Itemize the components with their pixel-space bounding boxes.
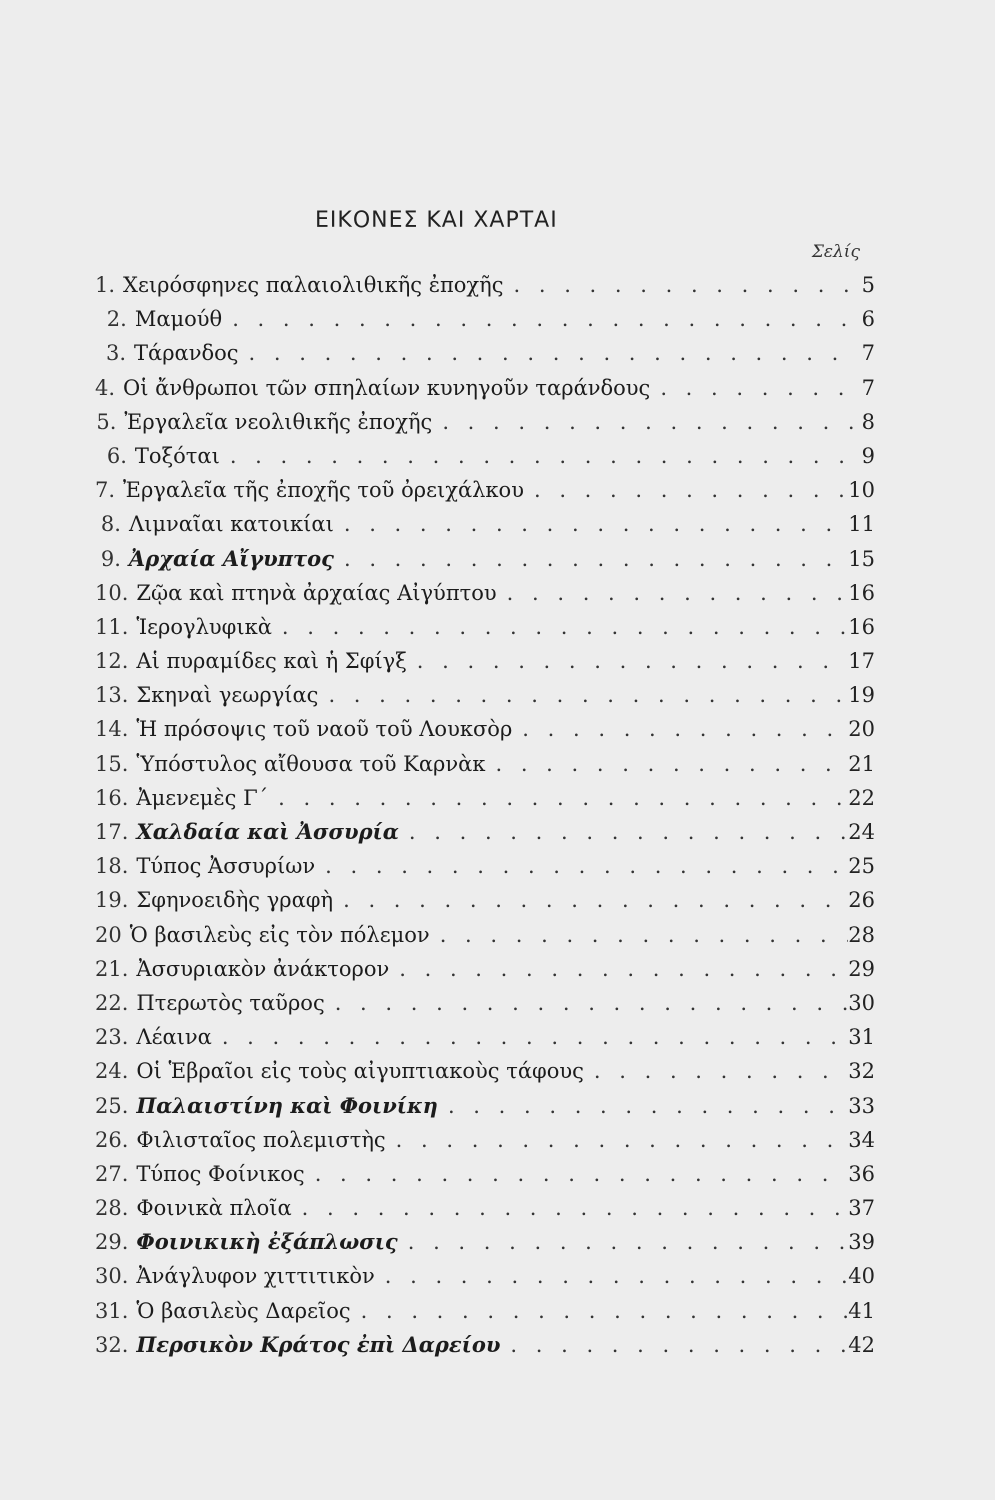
entry-label: Λιμναῖαι κατοικίαι — [128, 512, 334, 537]
figure-list — [95, 268, 875, 1362]
dot-leader — [315, 849, 848, 883]
entry-number: 12. — [95, 649, 129, 674]
entry-label: Σφηνοειδὴς γραφὴ — [136, 888, 334, 913]
entry-label: Ἱερογλυφικὰ — [136, 614, 272, 639]
dot-leader — [334, 507, 848, 541]
entry-label: Αἱ πυραμίδες καὶ ἡ Σφίγξ — [136, 649, 407, 674]
entry-label: Οἱ ἄνθρωποι τῶν σπηλαίων κυνηγοῦν ταράνδους — [123, 375, 651, 400]
entry-page-number: 6 — [861, 307, 875, 332]
dot-leader — [504, 268, 862, 302]
entry-page-number: 7 — [861, 341, 875, 366]
dot-leader — [485, 747, 848, 781]
list-item — [95, 849, 875, 883]
entry-label: Περσικὸν Κράτος ἐπὶ Δαρείου — [136, 1331, 501, 1357]
entry-label: Τάρανδος — [134, 341, 239, 366]
entry-label: Ἀρχαία Αἴγυπτος — [128, 545, 334, 571]
entry-page-number: 8 — [861, 409, 875, 434]
entry-label: Οἱ Ἑβραῖοι εἰς τοὺς αἰγυπτιακοὺς τάφους — [136, 1059, 584, 1084]
entry-number: 6. — [106, 443, 127, 468]
entry-number: 30. — [95, 1264, 129, 1289]
entry-page-number: 16 — [848, 614, 875, 639]
dot-leader — [305, 1157, 849, 1191]
dot-leader — [398, 1225, 849, 1259]
list-item — [95, 268, 875, 302]
entry-number: 13. — [95, 683, 129, 708]
dot-leader — [438, 1089, 848, 1123]
entry-number: 15. — [95, 751, 129, 776]
entry-label: Ὁ βασιλεὺς Δαρεῖος — [136, 1298, 351, 1323]
entry-label: Φοινικὰ πλοῖα — [136, 1196, 292, 1221]
entry-label: Τύπος Φοίνικος — [136, 1161, 305, 1186]
list-item — [95, 883, 875, 917]
entry-number: 8. — [100, 512, 121, 537]
entry-label: Τοξόται — [134, 443, 220, 468]
list-item — [95, 473, 875, 507]
entry-number: 25. — [95, 1093, 129, 1118]
entry-label: Ἀσσυριακὸν ἀνάκτορον — [136, 956, 390, 981]
dot-leader — [220, 439, 851, 473]
entry-number: 1. — [95, 273, 116, 297]
dot-leader — [375, 1259, 849, 1293]
entry-label: Ὁ βασιλεὺς εἰς τὸν πόλεμον — [129, 922, 430, 947]
entry-number: 24. — [95, 1059, 129, 1084]
entry-number: 17. — [95, 820, 129, 844]
dot-leader — [650, 371, 861, 405]
list-item — [95, 712, 875, 746]
entry-label: Τύπος Ἀσσυρίων — [136, 854, 316, 879]
entry-page-number: 21 — [848, 751, 875, 776]
entry-number: 19. — [95, 888, 129, 913]
entry-page-number: 9 — [861, 443, 875, 468]
dot-leader — [500, 1328, 848, 1362]
list-item — [95, 747, 875, 781]
entry-number: 26. — [95, 1127, 129, 1152]
entry-page-number: 39 — [848, 1230, 875, 1255]
entry-page-number: 17 — [848, 649, 875, 674]
dot-leader — [584, 1054, 848, 1088]
dot-leader — [318, 678, 848, 712]
list-item — [95, 815, 875, 849]
list-item — [95, 610, 875, 644]
entry-label: Χειρόσφηνες παλαιολιθικῆς ἐποχῆς — [123, 273, 504, 297]
list-item — [95, 405, 875, 439]
entry-number: 27. — [95, 1161, 129, 1186]
dot-leader — [389, 952, 848, 986]
dot-leader — [212, 1020, 848, 1054]
dot-leader — [399, 815, 848, 849]
entry-number: 10. — [95, 580, 129, 605]
entry-page-number: 16 — [848, 580, 875, 605]
entry-label: Ὑπόστυλος αἴθουσα τοῦ Καρνὰκ — [136, 751, 486, 776]
entry-page-number: 15 — [848, 546, 875, 571]
entry-page-number: 34 — [848, 1127, 875, 1152]
dot-leader — [268, 781, 848, 815]
dot-leader — [351, 1294, 849, 1328]
dot-leader — [430, 918, 849, 952]
entry-number: 31. — [95, 1298, 129, 1323]
entry-page-number: 31 — [848, 1025, 875, 1050]
entry-label: Ἡ πρόσοψις τοῦ ναοῦ τοῦ Λουκσὸρ — [136, 717, 513, 742]
list-item — [95, 1294, 875, 1328]
entry-number: 21. — [95, 956, 129, 981]
entry-label: Φιλισταῖος πολεμιστὴς — [136, 1127, 386, 1152]
list-item — [95, 1328, 875, 1362]
entry-page-number: 33 — [848, 1093, 875, 1118]
entry-label: Χαλδαία καὶ Ἀσσυρία — [136, 819, 399, 844]
list-item — [95, 1089, 875, 1123]
list-item — [95, 507, 875, 541]
entry-number: 2. — [106, 307, 127, 332]
entry-number: 16. — [95, 785, 129, 810]
entry-page-number: 41 — [848, 1298, 875, 1323]
dot-leader — [239, 336, 852, 370]
entry-page-number: 22 — [848, 785, 875, 810]
entry-page-number: 11 — [848, 512, 875, 537]
entry-label: Σκηναὶ γεωργίας — [136, 683, 319, 708]
entry-number: 20 — [95, 922, 122, 947]
list-item — [95, 918, 875, 952]
entry-number: 4. — [95, 375, 116, 400]
list-item — [95, 1123, 875, 1157]
dot-leader — [432, 405, 858, 439]
dot-leader — [222, 302, 851, 336]
list-item — [95, 1191, 875, 1225]
list-item — [95, 1054, 875, 1088]
list-item — [95, 439, 875, 473]
list-item — [95, 302, 875, 336]
entry-page-number: 40 — [848, 1264, 875, 1289]
entry-page-number: 37 — [848, 1196, 875, 1221]
entry-label: Ἐργαλεῖα τῆς ἐποχῆς τοῦ ὀρειχάλκου — [123, 478, 524, 503]
entry-page-number: 20 — [848, 717, 875, 742]
entry-number: 29. — [95, 1230, 129, 1255]
dot-leader — [524, 473, 848, 507]
entry-page-number: 24 — [848, 820, 875, 844]
entry-number: 3. — [105, 341, 126, 366]
list-item — [95, 986, 875, 1020]
entry-label: Φοινικικὴ ἐξάπλωσις — [136, 1229, 398, 1255]
entry-page-number: 19 — [848, 683, 875, 708]
entry-number: 28. — [95, 1196, 129, 1221]
dot-leader — [497, 576, 849, 610]
dot-leader — [386, 1123, 849, 1157]
entry-number: 23. — [95, 1025, 129, 1050]
entry-label: Μαμούθ — [134, 307, 223, 332]
dot-leader — [512, 712, 848, 746]
entry-page-number: 25 — [848, 854, 875, 879]
entry-number: 14. — [95, 717, 129, 742]
page-title: ΕΙΚΟΝΕΣ ΚΑΙ ΧΑΡΤΑΙ — [315, 208, 558, 233]
list-item — [95, 1225, 875, 1259]
list-item — [95, 781, 875, 815]
dot-leader — [292, 1191, 849, 1225]
entry-page-number: 42 — [848, 1332, 875, 1357]
dot-leader — [334, 542, 848, 576]
entry-number: 22. — [95, 990, 129, 1015]
list-item — [95, 1157, 875, 1191]
entry-page-number: 5 — [861, 273, 875, 297]
list-item — [95, 1259, 875, 1293]
entry-page-number: 10 — [848, 478, 875, 503]
dot-leader — [407, 644, 848, 678]
entry-number: 18. — [95, 854, 129, 879]
list-item — [95, 952, 875, 986]
entry-page-number: 7 — [861, 375, 875, 400]
dot-leader — [325, 986, 849, 1020]
entry-number: 32. — [95, 1332, 129, 1357]
entry-label: Ζῷα καὶ πτηνὰ ἀρχαίας Αἰγύπτου — [136, 580, 497, 605]
list-item — [95, 542, 875, 576]
entry-label: Ἀνάγλυφον χιττιτικὸν — [136, 1264, 375, 1289]
list-item — [95, 644, 875, 678]
entry-label: Παλαιστίνη καὶ Φοινίκη — [136, 1092, 438, 1118]
list-item — [95, 678, 875, 712]
entry-page-number: 36 — [848, 1161, 875, 1186]
entry-label: Ἀμενεμὲς Γ΄ — [136, 785, 269, 810]
list-item — [95, 1020, 875, 1054]
entry-page-number: 29 — [848, 956, 875, 981]
dot-leader — [333, 883, 848, 917]
entry-label: Πτερωτὸς ταῦρος — [136, 990, 325, 1015]
entry-number: 11. — [95, 614, 129, 639]
entry-page-number: 30 — [848, 990, 875, 1015]
page-column-header: Σελίς — [811, 242, 860, 262]
dot-leader — [272, 610, 848, 644]
entry-page-number: 32 — [848, 1059, 875, 1084]
entry-page-number: 26 — [848, 888, 875, 913]
entry-number: 7. — [95, 478, 116, 503]
entry-number: 5. — [96, 409, 117, 434]
entry-page-number: 28 — [848, 922, 875, 947]
entry-label: Ἐργαλεῖα νεολιθικῆς ἐποχῆς — [124, 409, 433, 434]
list-item — [95, 371, 875, 405]
entry-number: 9. — [100, 546, 121, 571]
list-item — [95, 576, 875, 610]
list-item — [95, 336, 875, 370]
entry-label: Λέαινα — [136, 1025, 212, 1050]
